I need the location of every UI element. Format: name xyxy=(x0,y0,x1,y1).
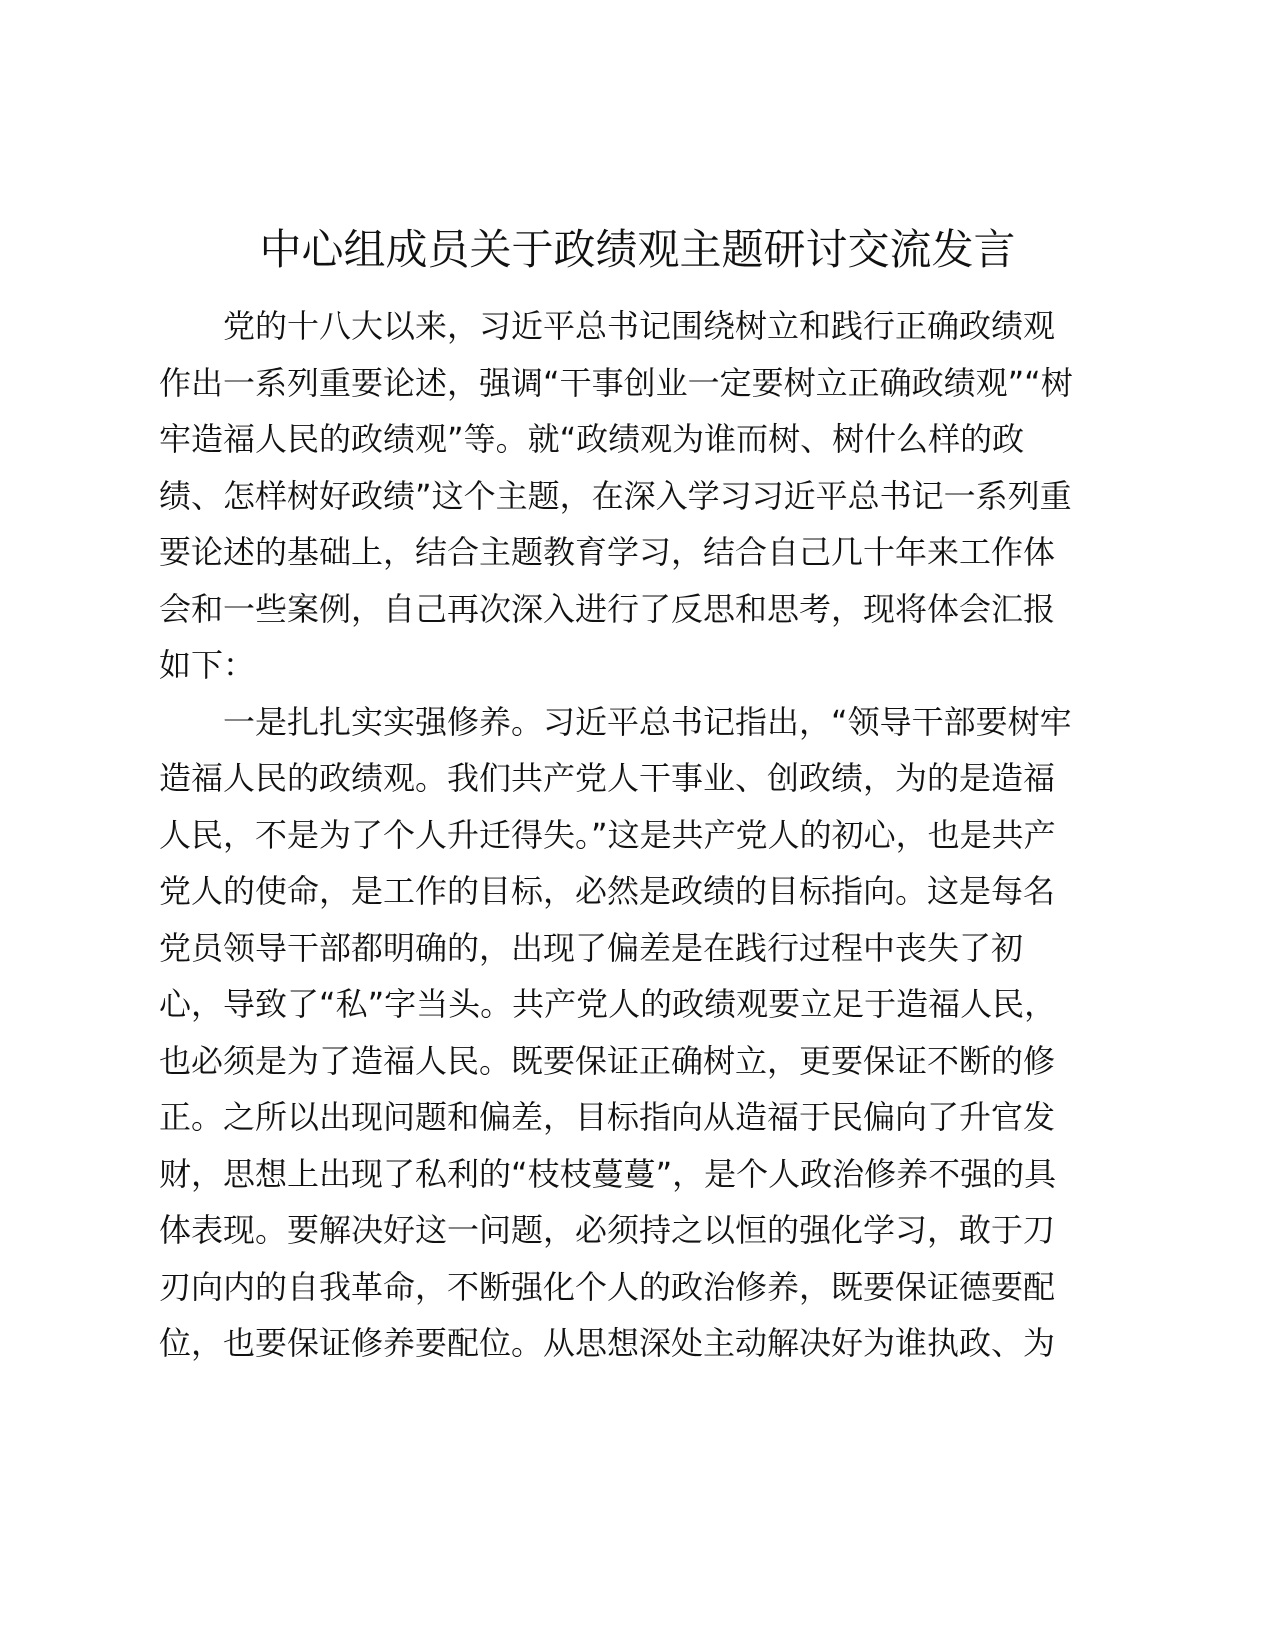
text-line: 绩、怎样树好政绩”这个主题，在深入学习习近平总书记一系列重 xyxy=(159,476,1072,515)
paragraph-point-one xyxy=(159,694,1074,1372)
text-line: 如下： xyxy=(159,646,256,684)
text-line: 体表现。要解决好这一问题，必须持之以恒的强化学习，敢于刀 xyxy=(159,1211,1056,1249)
text-line: 刃向内的自我革命，不断强化个人的政治修养，既要保证德要配 xyxy=(159,1267,1056,1306)
text-line: 党员领导干部都明确的，出现了偏差是在践行过程中丧失了初 xyxy=(159,928,1024,967)
text-line: 党的十八大以来，习近平总书记围绕树立和践行正确政绩观 xyxy=(223,307,1056,345)
text-line: 作出一系列重要论述，强调“干事创业一定要树立正确政绩观”“树 xyxy=(159,363,1073,402)
text-line: 心，导致了“私”字当头。共产党人的政绩观要立足于造福人民， xyxy=(159,985,1057,1023)
paragraph-intro xyxy=(159,298,1074,694)
document-body xyxy=(159,298,1074,1372)
text-line: 会和一些案例，自己再次深入进行了反思和思考，现将体会汇报 xyxy=(159,589,1056,628)
text-line: 人民，不是为了个人升迁得失。”这是共产党人的初心，也是共产 xyxy=(159,815,1056,854)
text-line: 要论述的基础上，结合主题教育学习，结合自己几十年来工作体 xyxy=(159,533,1056,571)
document-title: 中心组成员关于政绩观主题研讨交流发言 xyxy=(259,225,1016,274)
text-line: 也必须是为了造福人民。既要保证正确树立，更要保证不断的修 xyxy=(159,1041,1056,1080)
text-line: 正。之所以出现问题和偏差，目标指向从造福于民偏向了升官发 xyxy=(159,1098,1056,1136)
text-line: 牢造福人民的政绩观”等。就“政绩观为谁而树、树什么样的政 xyxy=(159,420,1025,458)
text-line: 财，思想上出现了私利的“枝枝蔓蔓”，是个人政治修养不强的具 xyxy=(159,1154,1057,1193)
text-line: 造福人民的政绩观。我们共产党人干事业、创政绩，为的是造福 xyxy=(159,759,1056,797)
text-line: 一是扎扎实实强修养。习近平总书记指出，“领导干部要树牢 xyxy=(223,702,1072,741)
text-line: 党人的使命，是工作的目标，必然是政绩的目标指向。这是每名 xyxy=(159,872,1056,910)
text-line: 位，也要保证修养要配位。从思想深处主动解决好为谁执政、为 xyxy=(159,1324,1056,1362)
